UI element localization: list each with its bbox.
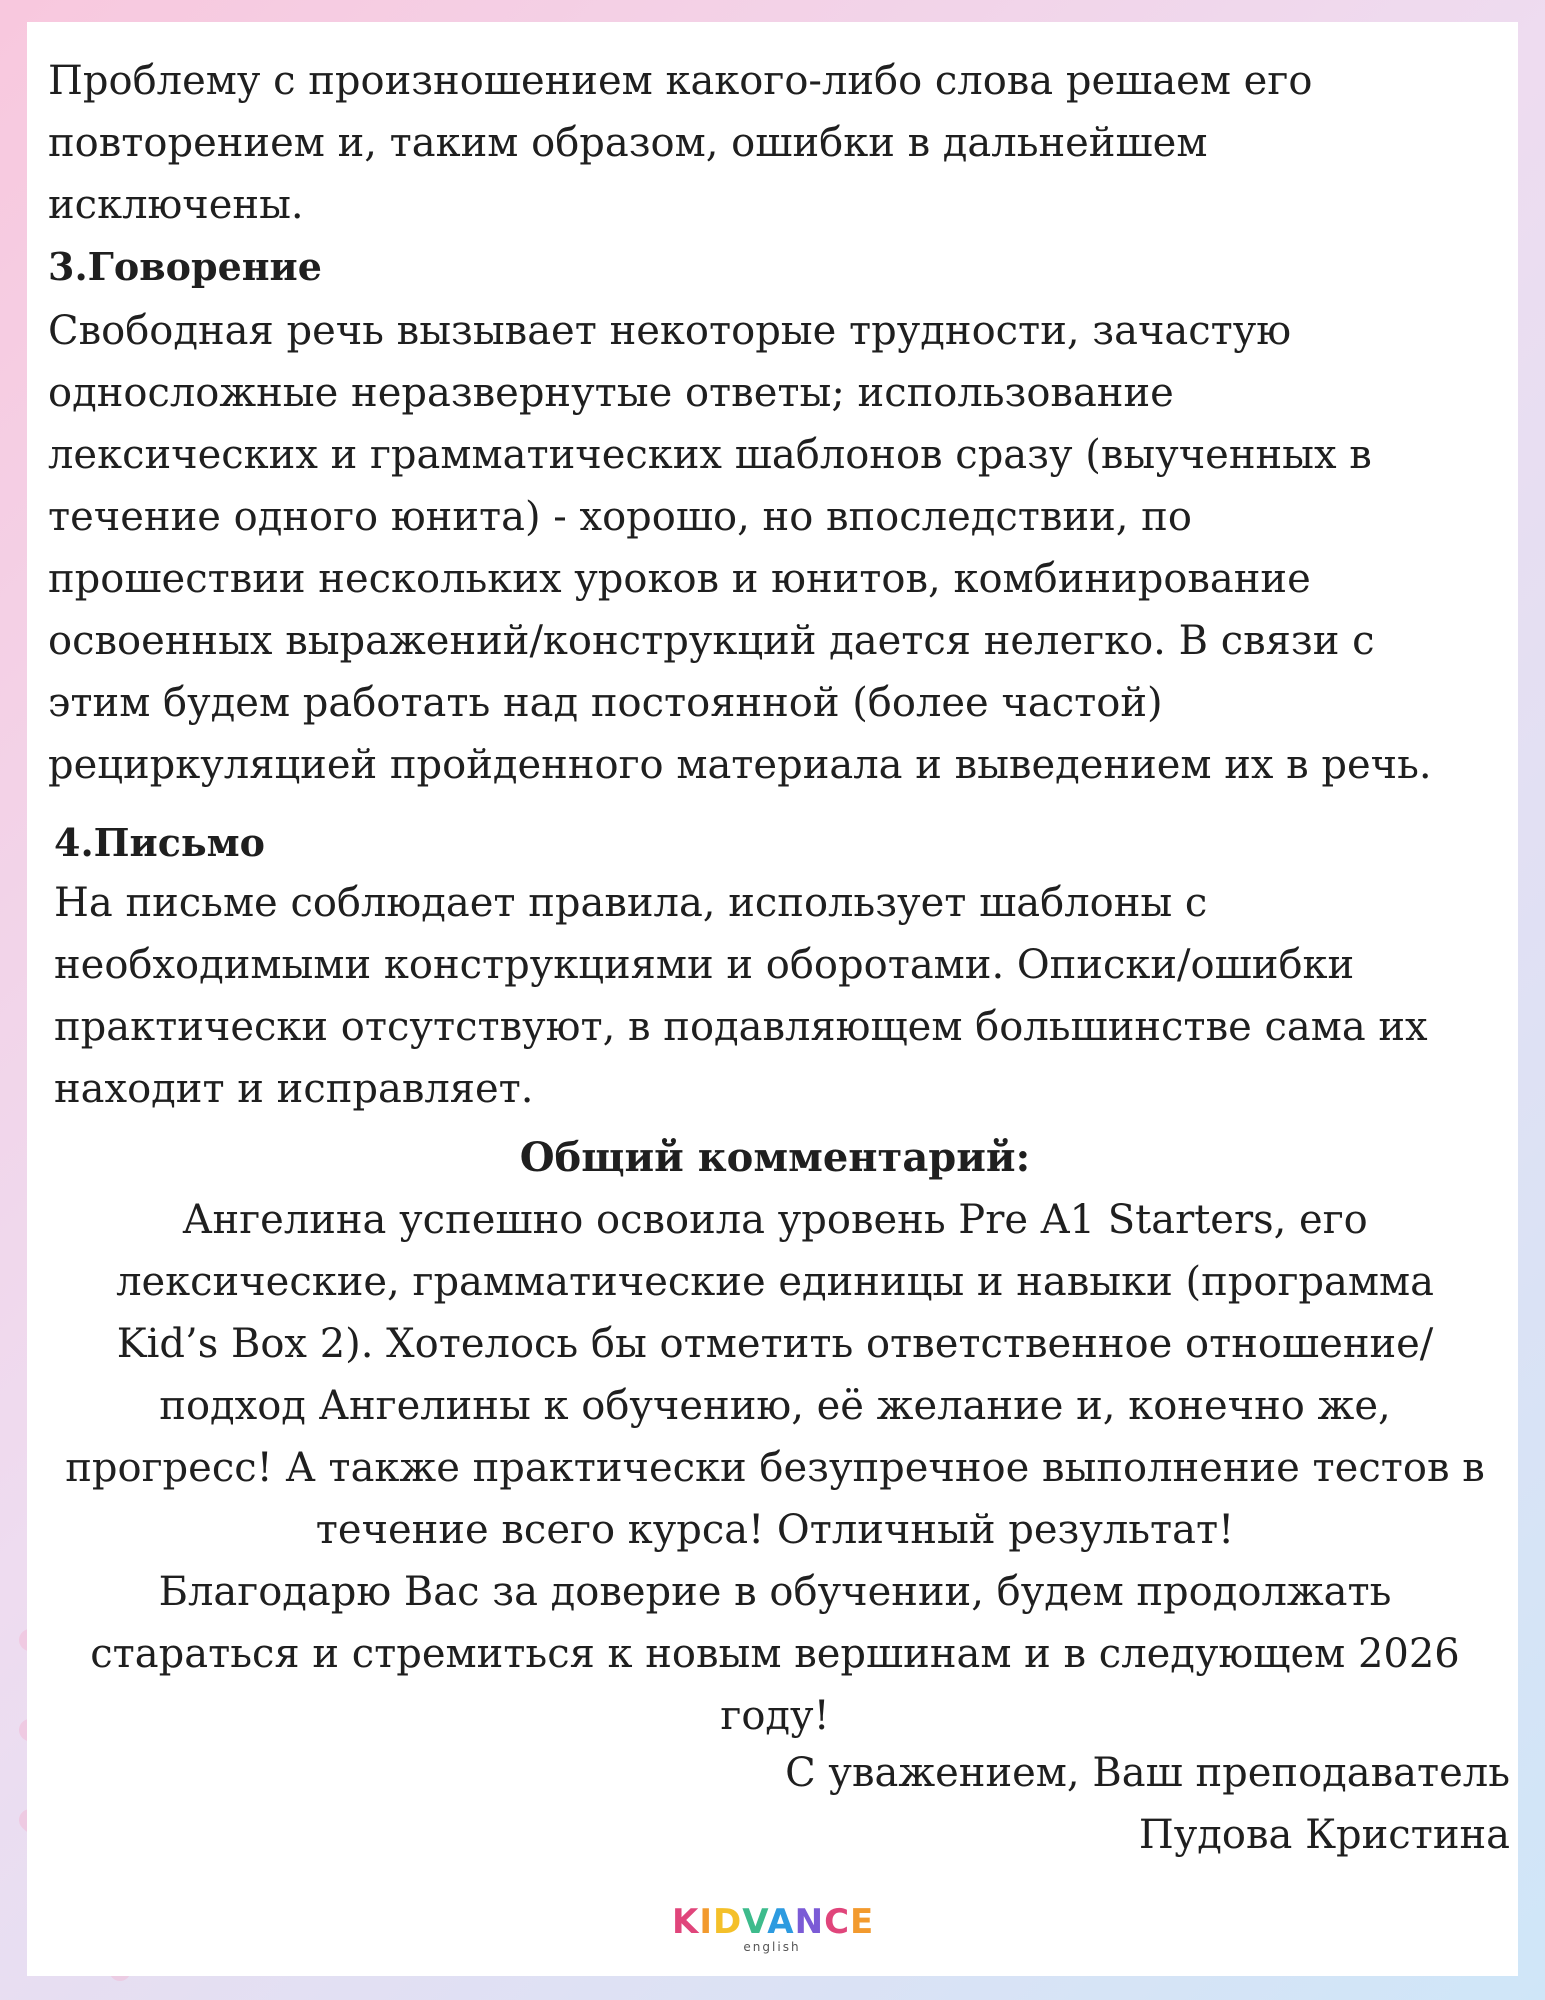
text-line: Проблему с произношением какого-либо слова решаем его [48, 58, 1313, 104]
kidvance-logo [672, 1902, 875, 1954]
text-line: году! [720, 1693, 830, 1739]
text-line: односложные неразвернутые ответы; использование [48, 370, 1174, 416]
logo-subtitle: english [743, 1940, 801, 1954]
general-comment-title: Общий комментарий: [519, 1134, 1031, 1181]
writing-heading: 4.Письмо [54, 820, 266, 865]
closing-text: С уважением, Ваш преподаватель [785, 1750, 1510, 1796]
logo-wordmark [672, 1902, 875, 1942]
text-line: необходимыми конструкциями и оборотами. Описки/ошибки [54, 942, 1355, 988]
text-line: практически отсутствуют, в подавляющем большинстве сама их [54, 1004, 1428, 1050]
speaking-heading: 3.Говорение [48, 244, 322, 289]
signature-block [30, 1742, 1510, 1866]
logo-letter: V [742, 1902, 768, 1942]
general-comment [30, 1127, 1520, 1747]
text-line: прогресс! А также практически безупречное выполнение тестов в [65, 1445, 1485, 1491]
text-line: Kid’s Box 2). Хотелось бы отметить ответственное отношение/ [116, 1321, 1434, 1367]
logo-letter: N [794, 1902, 825, 1942]
logo-letter: K [672, 1902, 700, 1942]
logo-letter: C [824, 1902, 851, 1942]
logo-letter: I [699, 1902, 714, 1942]
text-line: течение всего курса! Отличный результат! [315, 1507, 1235, 1553]
logo-letter: D [713, 1902, 743, 1942]
logo-letter: E [850, 1902, 875, 1942]
logo-letter: A [767, 1902, 795, 1942]
text-line: течение одного юнита) - хорошо, но впоследствии, по [48, 494, 1192, 540]
text-line: исключены. [48, 182, 304, 228]
text-line: На письме соблюдает правила, использует шаблоны с [54, 880, 1208, 926]
text-line: освоенных выражений/конструкций дается нелегко. В связи с [48, 618, 1375, 664]
text-line: Ангелина успешно освоила уровень Pre A1 Starters, его [182, 1197, 1368, 1243]
text-line: стараться и стремиться к новым вершинам и в следующем 2026 [90, 1631, 1460, 1677]
pronunciation-paragraph [48, 50, 1448, 236]
teacher-name: Пудова Кристина [1138, 1812, 1510, 1858]
text-line: этим будем работать над постоянной (более частой) [48, 680, 1163, 726]
writing-paragraph [54, 872, 1454, 1120]
text-line: Свободная речь вызывает некоторые трудности, зачастую [48, 308, 1292, 354]
text-line: лексические, грамматические единицы и навыки (программа [116, 1259, 1434, 1305]
text-line: повторением и, таким образом, ошибки в дальнейшем [48, 120, 1208, 166]
text-line: находит и исправляет. [54, 1066, 534, 1112]
text-line: прошествии нескольких уроков и юнитов, комбинирование [48, 556, 1311, 602]
text-line: лексических и грамматических шаблонов сразу (выученных в [48, 432, 1372, 478]
text-line: рециркуляцией пройденного материала и выведением их в речь. [48, 742, 1432, 788]
text-line: Благодарю Вас за доверие в обучении, будем продолжать [158, 1569, 1392, 1615]
speaking-paragraph [48, 300, 1448, 796]
text-line: подход Ангелины к обучению, её желание и, конечно же, [159, 1383, 1391, 1429]
